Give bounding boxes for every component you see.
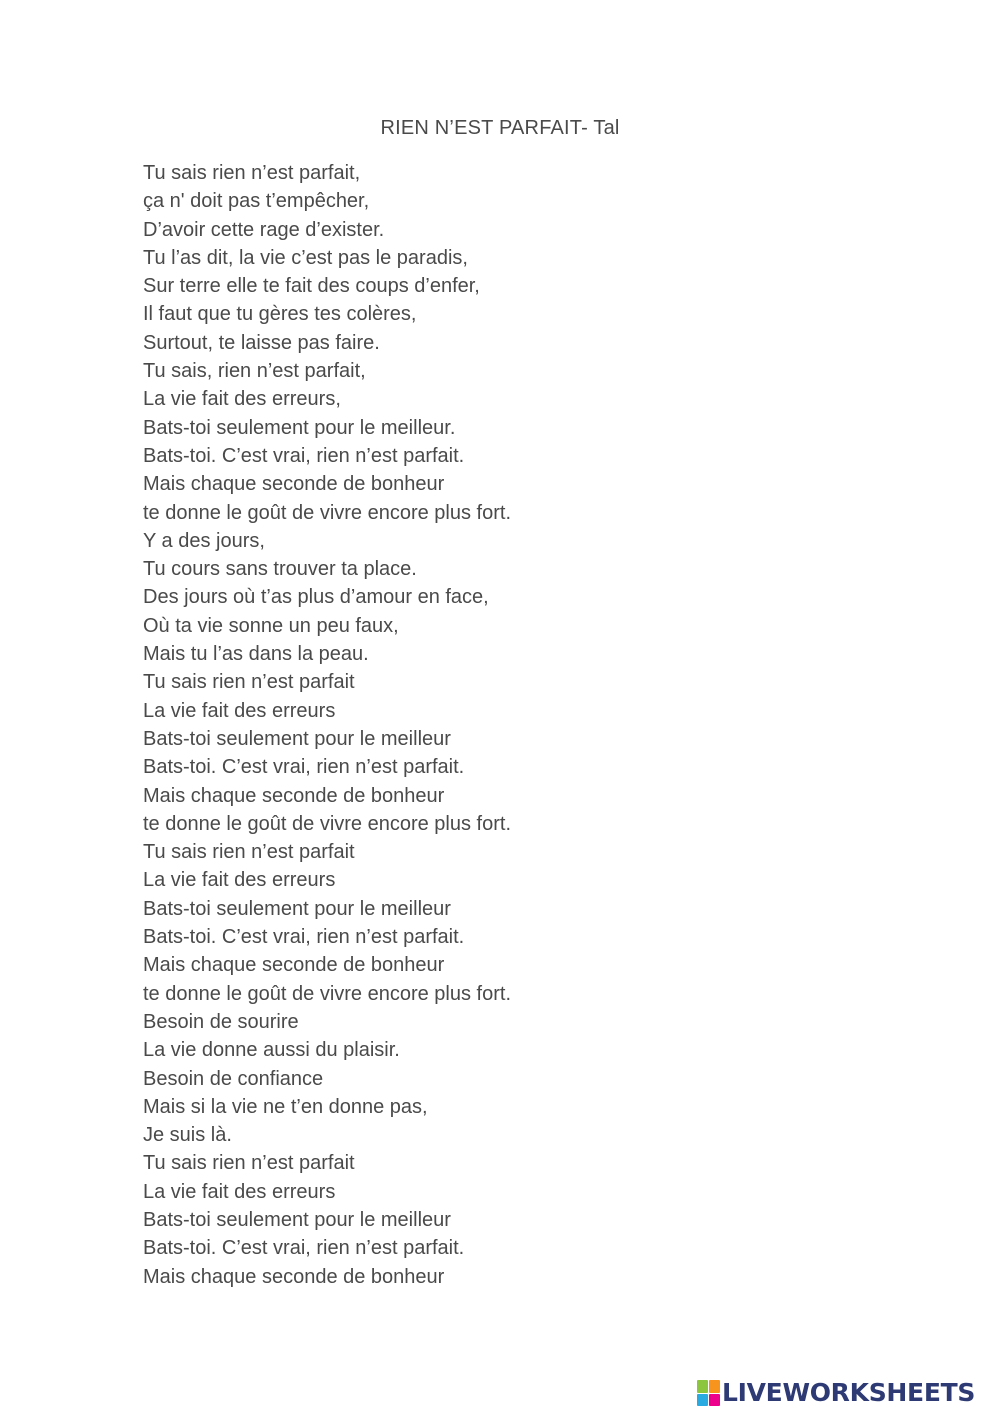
lyric-line: Mais si la vie ne t’en donne pas, — [143, 1095, 428, 1118]
lyric-line: La vie fait des erreurs — [143, 869, 336, 892]
logo-square — [709, 1394, 720, 1407]
lyric-line: Tu l’as dit, la vie c’est pas le paradis, — [143, 246, 468, 269]
lyric-line: Bats-toi. C’est vrai, rien n’est parfait. — [143, 444, 465, 467]
lyric-line: Tu sais, rien n’est parfait, — [143, 360, 366, 383]
liveworksheets-brand — [697, 1378, 975, 1408]
lyric-line: Je suis là. — [143, 1124, 232, 1147]
lyric-line: Y a des jours, — [143, 529, 265, 552]
lyric-line: Mais chaque seconde de bonheur — [143, 784, 445, 807]
logo-square — [697, 1394, 708, 1407]
lyric-line: Bats-toi. C’est vrai, rien n’est parfait. — [143, 926, 465, 949]
lyric-line: Mais chaque seconde de bonheur — [143, 473, 445, 496]
lyric-line: te donne le goût de vivre encore plus fort. — [143, 982, 512, 1005]
lyric-line: Bats-toi seulement pour le meilleur — [143, 1208, 451, 1231]
lyric-line: Tu sais rien n’est parfait — [143, 671, 355, 694]
lyric-line: Des jours où t’as plus d’amour en face, — [143, 586, 489, 609]
logo-square — [697, 1380, 708, 1393]
lyric-line: Bats-toi. C’est vrai, rien n’est parfait. — [143, 756, 465, 779]
song-title: RIEN N’EST PARFAIT- Tal — [380, 117, 620, 139]
lyric-line: Surtout, te laisse pas faire. — [143, 331, 380, 354]
lyric-line: La vie donne aussi du plaisir. — [143, 1039, 400, 1062]
lyric-line: La vie fait des erreurs — [143, 1180, 336, 1203]
lyric-line: Tu cours sans trouver ta place. — [143, 558, 417, 581]
lyric-line: Il faut que tu gères tes colères, — [143, 303, 417, 326]
lyric-line: Bats-toi seulement pour le meilleur — [143, 727, 451, 750]
lyric-line: D’avoir cette rage d’exister. — [143, 218, 385, 241]
lyric-line: Mais chaque seconde de bonheur — [143, 1265, 445, 1288]
lyric-line: te donne le goût de vivre encore plus fort. — [143, 812, 512, 835]
lyric-line: ça n' doit pas t’empêcher, — [143, 190, 370, 213]
lyric-line: Bats-toi seulement pour le meilleur. — [143, 416, 456, 439]
lyric-line: Besoin de confiance — [143, 1067, 324, 1090]
lyric-line: te donne le goût de vivre encore plus fort. — [143, 501, 512, 524]
lyric-line: Mais tu l’as dans la peau. — [143, 643, 369, 666]
lyric-line: Tu sais rien n’est parfait — [143, 841, 355, 864]
lyric-line: Où ta vie sonne un peu faux, — [143, 614, 399, 637]
lyric-line: Besoin de sourire — [143, 1010, 299, 1033]
lyric-line: Bats-toi seulement pour le meilleur — [143, 897, 451, 920]
lyric-line: Mais chaque seconde de bonheur — [143, 954, 445, 977]
lyric-line: La vie fait des erreurs — [143, 699, 336, 722]
liveworksheets-logo-icon — [697, 1380, 720, 1406]
lyric-line: Tu sais rien n’est parfait, — [143, 162, 361, 184]
lyric-line: Sur terre elle te fait des coups d’enfer, — [143, 275, 480, 298]
brand-name: LIVEWORKSHEETS — [722, 1378, 976, 1407]
lyric-line: Bats-toi. C’est vrai, rien n’est parfait. — [143, 1237, 465, 1260]
lyric-line: Tu sais rien n’est parfait — [143, 1152, 355, 1175]
lyric-line: La vie fait des erreurs, — [143, 388, 341, 411]
logo-square — [709, 1380, 720, 1393]
lyrics-list — [143, 159, 511, 1291]
